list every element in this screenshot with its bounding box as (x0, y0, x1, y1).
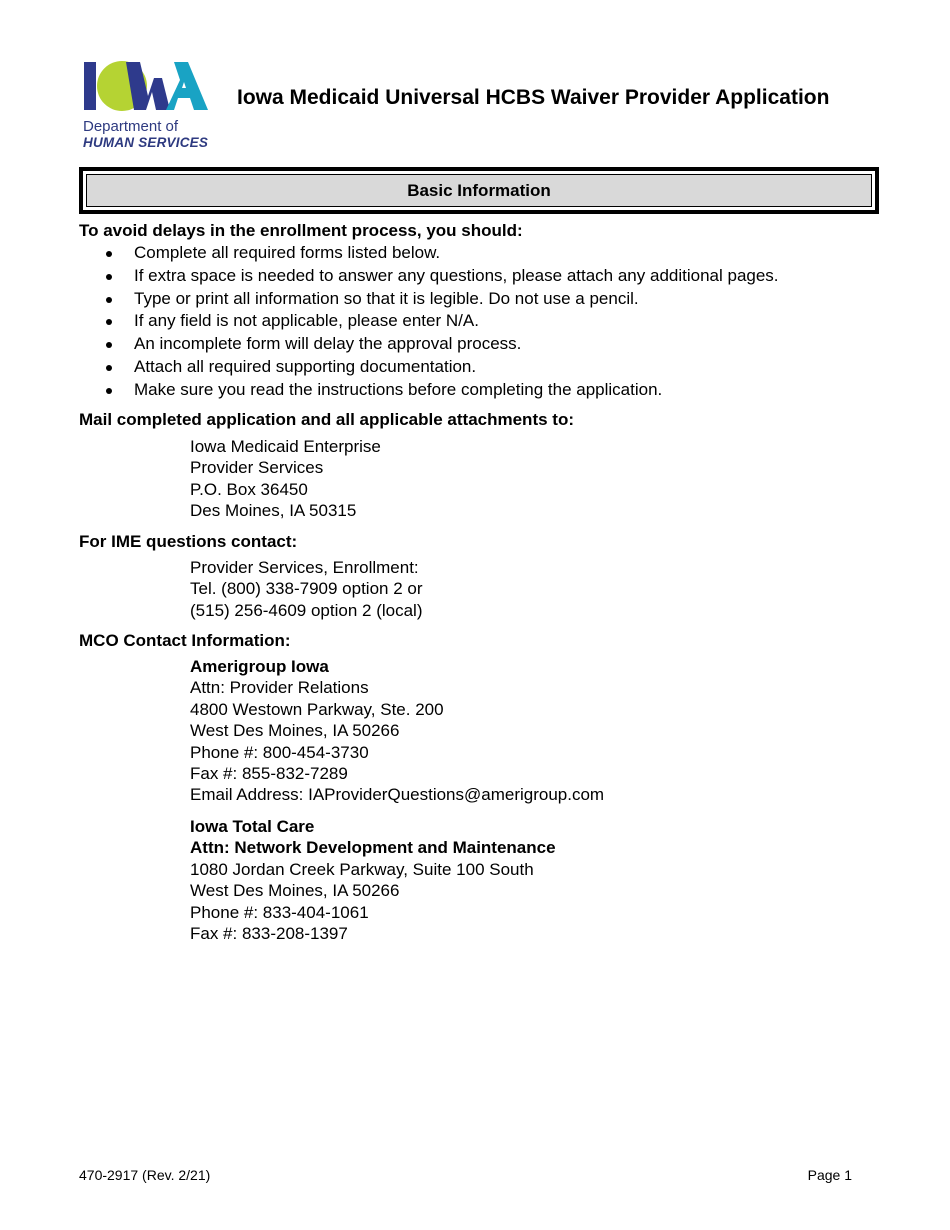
ime-heading: For IME questions contact: (79, 532, 298, 551)
contact-line: Phone #: 833-404-1061 (190, 902, 369, 922)
mco-name: Iowa Total Care (190, 817, 315, 836)
form-number: 470-2917 (Rev. 2/21) (79, 1167, 211, 1183)
bullet-icon (106, 319, 112, 325)
list-item: Attach all required supporting documentation. (104, 356, 779, 379)
bullet-icon (106, 297, 112, 303)
address-line: Des Moines, IA 50315 (190, 501, 357, 521)
contact-line: West Des Moines, IA 50266 (190, 881, 400, 901)
ime-contact (190, 557, 423, 621)
contact-line: Tel. (800) 338-7909 option 2 or (190, 579, 423, 599)
bullet-icon (106, 342, 112, 348)
mco-heading: MCO Contact Information: (79, 631, 291, 650)
mail-heading: Mail completed application and all applicable attachments to: (79, 410, 574, 429)
list-item: If extra space is needed to answer any questions, please attach any additional pages. (104, 265, 779, 288)
bullet-icon (106, 274, 112, 280)
contact-line: Fax #: 833-208-1397 (190, 923, 348, 943)
page-number: Page 1 (807, 1167, 852, 1183)
contact-line: Attn: Provider Relations (190, 678, 369, 698)
logo-dept-line1: Department of (83, 118, 179, 135)
document-title: Iowa Medicaid Universal HCBS Waiver Provider Application (237, 86, 830, 109)
mco-attn: Attn: Network Development and Maintenance (190, 838, 556, 858)
dhs-logo (82, 58, 212, 154)
mco-name: Amerigroup Iowa (190, 657, 329, 676)
amerigroup-contact (190, 656, 604, 806)
list-item: Complete all required forms listed below. (104, 242, 779, 265)
contact-line: Fax #: 855-832-7289 (190, 763, 348, 783)
bullet-icon (106, 388, 112, 394)
list-item: Make sure you read the instructions before completing the application. (104, 379, 779, 402)
section-banner (79, 167, 879, 214)
iowa-logo-mark (82, 58, 212, 116)
contact-line: West Des Moines, IA 50266 (190, 721, 400, 741)
iowa-total-care-contact (190, 816, 556, 944)
list-item: Type or print all information so that it is legible. Do not use a pencil. (104, 288, 779, 311)
contact-line: Email Address: IAProviderQuestions@amerigroup.com (190, 785, 605, 805)
address-line: P.O. Box 36450 (190, 479, 308, 499)
list-item: If any field is not applicable, please enter N/A. (104, 310, 779, 333)
bullet-icon (106, 251, 112, 257)
contact-line: 1080 Jordan Creek Parkway, Suite 100 South (190, 859, 534, 879)
contact-line: (515) 256-4609 option 2 (local) (190, 600, 423, 620)
delays-heading: To avoid delays in the enrollment process, you should: (79, 221, 523, 240)
bullet-icon (106, 365, 112, 371)
section-banner-label: Basic Information (86, 174, 872, 207)
mail-address (190, 436, 381, 522)
contact-line: Provider Services, Enrollment: (190, 558, 419, 577)
logo-dept-line2: HUMAN SERVICES (83, 135, 209, 150)
address-line: Iowa Medicaid Enterprise (190, 437, 381, 456)
list-item: An incomplete form will delay the approval process. (104, 333, 779, 356)
address-line: Provider Services (190, 458, 324, 478)
instructions-list (104, 242, 779, 402)
contact-line: Phone #: 800-454-3730 (190, 742, 369, 762)
contact-line: 4800 Westown Parkway, Ste. 200 (190, 699, 444, 719)
